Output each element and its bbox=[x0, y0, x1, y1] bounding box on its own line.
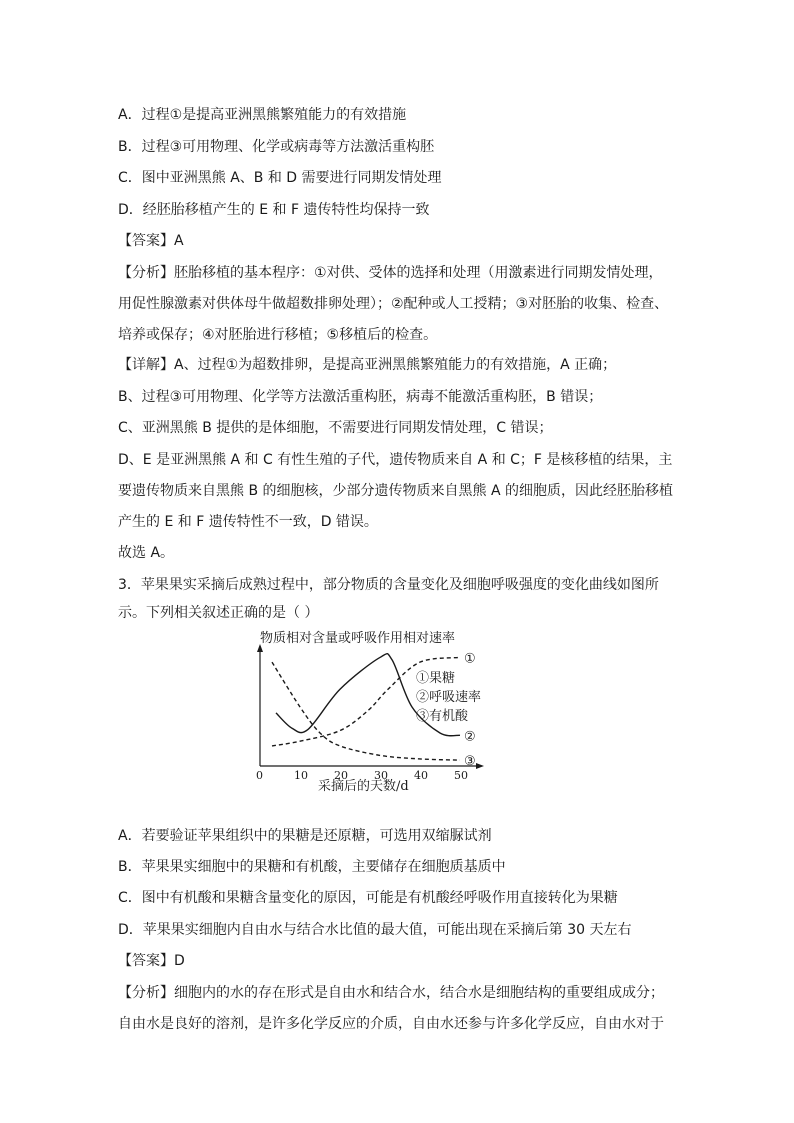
q3-answer-line: 【答案】D bbox=[118, 953, 185, 969]
legend-item-respiration: ②呼吸速率 bbox=[416, 690, 482, 705]
explanation-line-4: D、E 是亚洲黑熊 A 和 C 有性生殖的子代，遗传物质来自 A 和 C；F 是核移植的结果，主 bbox=[118, 452, 673, 468]
option-b: B．过程③可用物理、化学或病毒等方法激活重构胚 bbox=[118, 139, 435, 155]
answer-line: 【答案】A bbox=[118, 233, 184, 249]
chart-svg bbox=[248, 628, 520, 796]
legend-item-fructose: ①果糖 bbox=[416, 671, 456, 686]
q3-option-a: A．若要验证苹果组织中的果糖是还原糖，可选用双缩脲试剂 bbox=[118, 828, 492, 844]
chart-title: 物质相对含量或呼吸作用相对速率 bbox=[260, 631, 456, 646]
option-a: A．过程①是提高亚洲黑熊繁殖能力的有效措施 bbox=[118, 107, 407, 123]
x-tick-label: 0 bbox=[256, 769, 263, 782]
q3-option-c: C．图中有机酸和果糖含量变化的原因，可能是有机酸经呼吸作用直接转化为果糖 bbox=[118, 890, 618, 906]
x-tick-label: 50 bbox=[454, 769, 468, 782]
q3-analysis-line-1: 【分析】细胞内的水的存在形式是自由水和结合水，结合水是细胞结构的重要组成成分； bbox=[118, 985, 664, 1001]
question-3-line-1: 3．苹果果实采摘后成熟过程中，部分物质的含量变化及细胞呼吸强度的变化曲线如图所 bbox=[118, 577, 659, 593]
x-tick-label: 20 bbox=[334, 769, 348, 782]
analysis-line-3: 培养或保存；④对胚胎进行移植；⑤移植后的检查。 bbox=[118, 327, 438, 343]
explanation-line-3: C、亚洲黑熊 B 提供的是体细胞，不需要进行同期发情处理，C 错误； bbox=[118, 420, 553, 436]
explanation-line-2: B、过程③可用物理、化学等方法激活重构胚，病毒不能激活重构胚，B 错误； bbox=[118, 389, 603, 405]
x-tick-label: 40 bbox=[414, 769, 428, 782]
q3-option-d: D．苹果果实细胞内自由水与结合水比值的最大值，可能出现在采摘后第 30 天左右 bbox=[118, 922, 632, 938]
analysis-line-1: 【分析】胚胎移植的基本程序：①对供、受体的选择和处理（用激素进行同期发情处理， bbox=[118, 265, 663, 281]
explanation-line-6: 产生的 E 和 F 遗传特性不一致，D 错误。 bbox=[118, 514, 378, 530]
choose-a-line: 故选 A。 bbox=[118, 545, 175, 561]
explanation-line-1: 【详解】A、过程①为超数排卵，是提高亚洲黑熊繁殖能力的有效措施，A 正确； bbox=[118, 357, 617, 373]
apple-chart bbox=[248, 628, 520, 796]
legend-item-organic-acid: ③有机酸 bbox=[416, 709, 469, 724]
option-c: C．图中亚洲黑熊 A、B 和 D 需要进行同期发情处理 bbox=[118, 170, 442, 186]
q3-analysis-line-2: 自由水是良好的溶剂，是许多化学反应的介质，自由水还参与许多化学反应，自由水对于 bbox=[118, 1016, 664, 1032]
x-axis-label: 采摘后的天数/d bbox=[318, 779, 409, 794]
series-respiration-marker: ② bbox=[464, 729, 476, 745]
x-axis-arrow bbox=[476, 763, 484, 769]
option-d: D．经胚胎移植产生的 E 和 F 遗传特性均保持一致 bbox=[118, 202, 430, 218]
x-tick-label: 10 bbox=[294, 769, 308, 782]
series-fructose-marker: ① bbox=[464, 651, 476, 667]
series-organic-acid-marker: ③ bbox=[464, 754, 476, 770]
analysis-line-2: 用促性腺激素对供体母牛做超数排卵处理）；②配种或人工授精；③对胚胎的收集、检查、 bbox=[118, 296, 669, 312]
question-3-line-2: 示。下列相关叙述正确的是（ ） bbox=[118, 605, 319, 621]
q3-option-b: B．苹果果实细胞中的果糖和有机酸，主要储存在细胞质基质中 bbox=[118, 859, 506, 875]
x-tick-label: 30 bbox=[374, 769, 388, 782]
explanation-line-5: 要遗传物质来自黑熊 B 的细胞核，少部分遗传物质来自黑熊 A 的细胞质，因此经胚胎移植 bbox=[118, 483, 673, 499]
